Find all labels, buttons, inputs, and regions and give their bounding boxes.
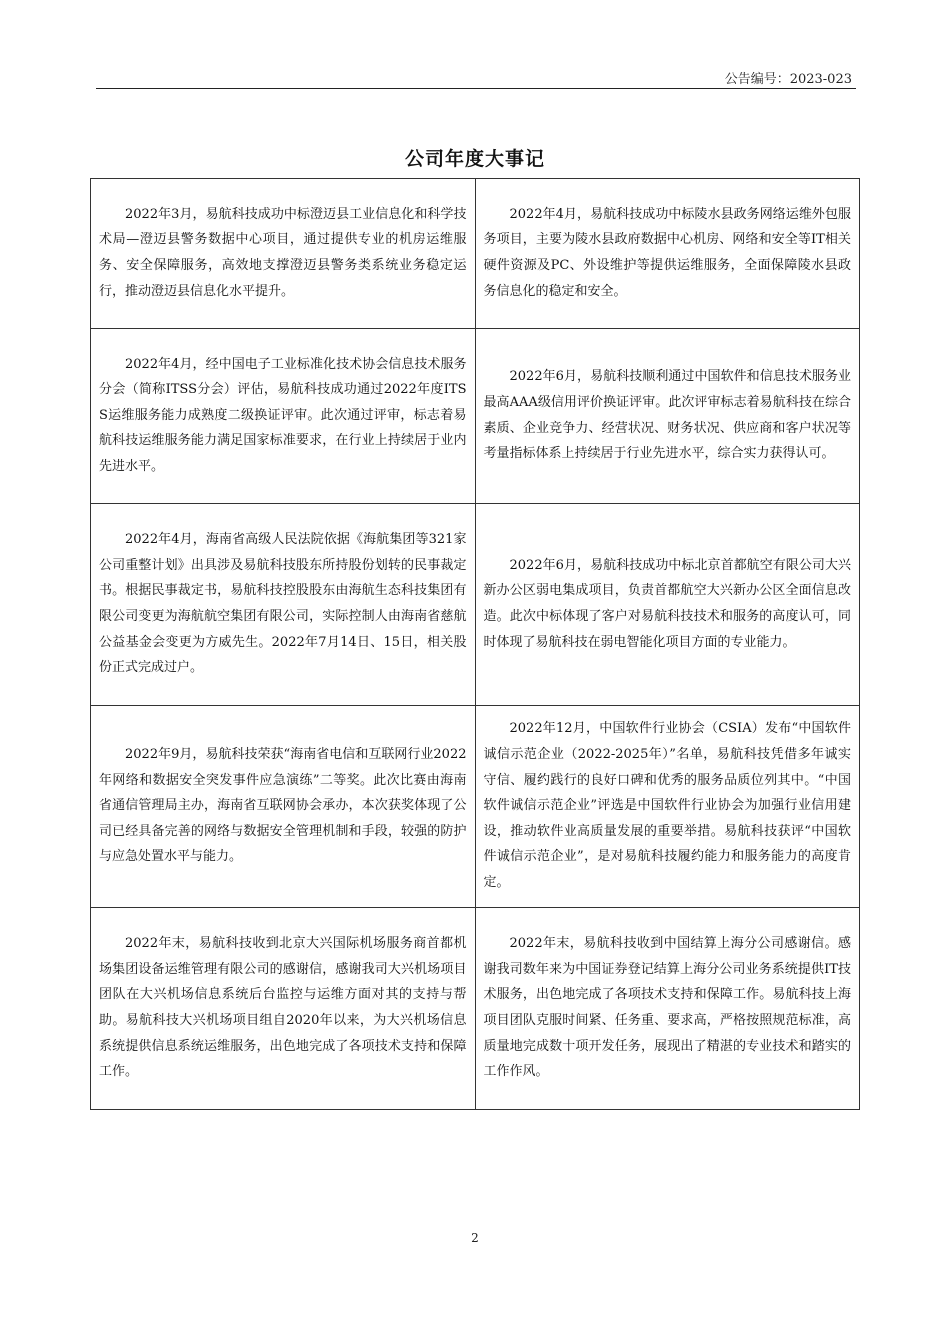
table-row bbox=[91, 504, 860, 706]
table-row bbox=[91, 329, 860, 504]
event-cell-left: 2022年3月，易航科技成功中标澄迈县工业信息化和科学技术局—澄迈县警务数据中心项目，通过提供专业的机房运维服务、安全保障服务，高效地支撑澄迈县警务类系统业务稳定运行，推动澄迈县信息化水平提升。 bbox=[91, 179, 476, 329]
event-cell-right: 2022年12月，中国软件行业协会（CSIA）发布“中国软件诚信示范企业（2022-2025年）”名单，易航科技凭借多年诚实守信、履约践行的良好口碑和优秀的服务品质位列其中。“中国软件诚信示范企业”评选是中国软件行业协会为加强行业信用建设，推动软件业高质量发展的重要举措。易航科技获评“中国软件诚信示范企业”，是对易航科技履约能力和服务能力的高度肯定。 bbox=[475, 706, 860, 908]
event-cell-left: 2022年4月，海南省高级人民法院依据《海航集团等321家公司重整计划》出具涉及易航科技股东所持股份划转的民事裁定书。根据民事裁定书，易航科技控股股东由海航生态科技集团有限公司变更为海航航空集团有限公司，实际控制人由海南省慈航公益基金会变更为方威先生。2022年7月14日、15日，相关股份正式完成过户。 bbox=[91, 504, 476, 706]
table-row bbox=[91, 706, 860, 908]
event-cell-right: 2022年末，易航科技收到中国结算上海分公司感谢信。感谢我司数年来为中国证券登记结算上海分公司业务系统提供IT技术服务，出色地完成了各项技术支持和保障工作。易航科技上海项目团队克服时间紧、任务重、要求高，严格按照规范标准，高质量地完成数十项开发任务，展现出了精湛的专业技术和踏实的工作作风。 bbox=[475, 908, 860, 1110]
event-cell-right: 2022年6月，易航科技顺利通过中国软件和信息技术服务业最高AAA级信用评价换证评审。此次评审标志着易航科技在综合素质、企业竞争力、经营状况、财务状况、供应商和客户状况等考量指标体系上持续居于行业先进水平，综合实力获得认可。 bbox=[475, 329, 860, 504]
header-divider bbox=[96, 88, 856, 89]
event-cell-right: 2022年4月，易航科技成功中标陵水县政务网络运维外包服务项目，主要为陵水县政府数据中心机房、网络和安全等IT相关硬件资源及PC、外设维护等提供运维服务，全面保障陵水县政务信息化的稳定和安全。 bbox=[475, 179, 860, 329]
table-row bbox=[91, 179, 860, 329]
event-cell-left: 2022年9月，易航科技荣获“海南省电信和互联网行业2022年网络和数据安全突发事件应急演练”二等奖。此次比赛由海南省通信管理局主办，海南省互联网协会承办，本次获奖体现了公司已经具备完善的网络与数据安全管理机制和手段，较强的防护与应急处置水平与能力。 bbox=[91, 706, 476, 908]
event-cell-right: 2022年6月，易航科技成功中标北京首都航空有限公司大兴新办公区弱电集成项目，负责首都航空大兴新办公区全面信息改造。此次中标体现了客户对易航科技技术和服务的高度认可，同时体现了易航科技在弱电智能化项目方面的专业能力。 bbox=[475, 504, 860, 706]
events-table bbox=[90, 178, 860, 1110]
event-cell-left: 2022年末，易航科技收到北京大兴国际机场服务商首都机场集团设备运维管理有限公司的感谢信，感谢我司大兴机场项目团队在大兴机场信息系统后台监控与运维方面对其的支持与帮助。易航科技大兴机场项目组自2020年以来，为大兴机场信息系统提供信息系统运维服务，出色地完成了各项技术支持和保障工作。 bbox=[91, 908, 476, 1110]
page-number: 2 bbox=[471, 1231, 479, 1245]
page-title: 公司年度大事记 bbox=[404, 148, 545, 170]
announcement-number: 公告编号：2023-023 bbox=[724, 72, 852, 87]
event-cell-left: 2022年4月，经中国电子工业标准化技术协会信息技术服务分会（简称ITSS分会）评估，易航科技成功通过2022年度ITSS运维服务能力成熟度二级换证评审。此次通过评审，标志着易航科技运维服务能力满足国家标准要求，在行业上持续居于业内先进水平。 bbox=[91, 329, 476, 504]
table-row bbox=[91, 908, 860, 1110]
